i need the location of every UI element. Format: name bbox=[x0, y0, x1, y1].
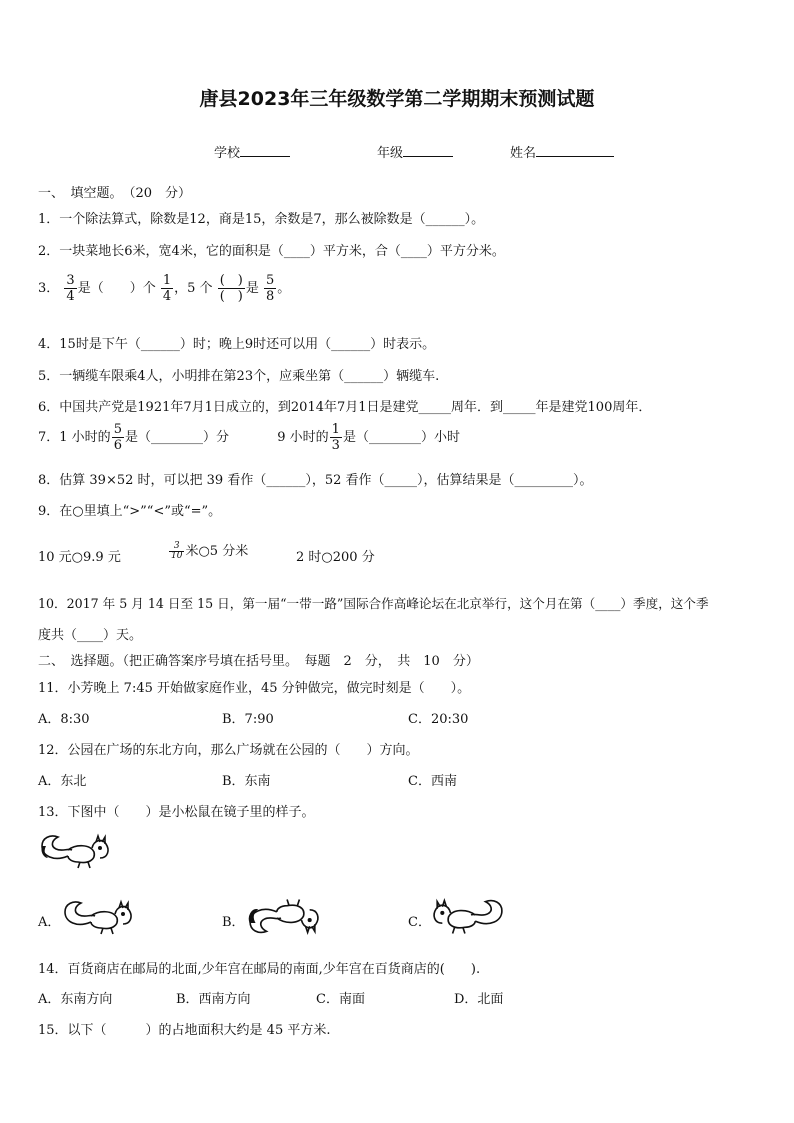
school-field bbox=[214, 142, 290, 161]
question-2: 2．一块菜地长6米，宽4米，它的面积是（____）平方米，合（____）平方分米。 bbox=[38, 244, 505, 259]
section-2-heading: 二、 选择题。（把正确答案序号填在括号里。 每题 2 分， 共 10 分） bbox=[38, 654, 479, 669]
question-7 bbox=[38, 422, 460, 453]
q12-option-c: C．西南 bbox=[408, 774, 457, 789]
q7-text-b: 是（________）分 bbox=[124, 430, 229, 445]
q3-f2-numerator: 1 bbox=[162, 273, 172, 288]
q3-fraction-4 bbox=[264, 273, 276, 304]
q3-f4-numerator: 5 bbox=[266, 273, 275, 288]
squirrel-reference-image bbox=[38, 832, 112, 870]
question-8: 8．估算 39×52 时，可以把 39 看作（______），52 看作（_____），估算结果是（_________）。 bbox=[38, 473, 593, 488]
question-12: 12．公园在广场的东北方向，那么广场就在公园的（ ）方向。 bbox=[38, 743, 419, 758]
q13-option-a-squirrel-image bbox=[60, 898, 136, 936]
question-15: 15．以下（ ）的占地面积大约是 45 平方米. bbox=[38, 1023, 331, 1038]
school-label: 学校 bbox=[214, 146, 241, 161]
q3-f3-denominator: ( ) bbox=[219, 289, 243, 304]
q9-fraction bbox=[169, 542, 184, 561]
question-13: 13．下图中（ ）是小松鼠在镜子里的样子。 bbox=[38, 805, 315, 820]
q3-fraction-3 bbox=[218, 273, 245, 304]
q7-f1-denominator: 6 bbox=[113, 438, 122, 453]
grade-label: 年级 bbox=[377, 146, 404, 161]
q11-option-a: A．8:30 bbox=[38, 712, 90, 727]
q7-f2-denominator: 3 bbox=[331, 438, 340, 453]
q7-text-d: 是（________）小时 bbox=[342, 430, 460, 445]
question-5: 5．一辆缆车限乘4人，小明排在第23个，应乘坐第（______）辆缆车. bbox=[38, 369, 440, 384]
q9-f-denominator: 10 bbox=[171, 551, 183, 561]
q7-text-c: 9 小时的 bbox=[277, 430, 329, 445]
question-10-line-2: 度共（____）天。 bbox=[38, 628, 143, 643]
page-title: 唐县2023年三年级数学第二学期期末预测试题 bbox=[199, 88, 595, 110]
q14-option-b: B．西南方向 bbox=[176, 992, 251, 1007]
q9-item-a: 10 元○9.9 元 bbox=[38, 550, 121, 565]
q7-fraction-2 bbox=[330, 422, 342, 453]
q9-f-numerator: 3 bbox=[169, 542, 184, 552]
q9-item-b-text: 米○5 分米 bbox=[185, 544, 249, 559]
q7-text-a: 7．1 小时的 bbox=[38, 430, 111, 445]
q13-option-b-squirrel-image bbox=[246, 896, 322, 938]
q3-f1-denominator: 4 bbox=[66, 289, 75, 304]
q11-option-b: B．7:90 bbox=[222, 712, 274, 727]
q11-option-c: C．20:30 bbox=[408, 712, 469, 727]
q3-number: 3． bbox=[38, 281, 60, 296]
question-10-line-1: 10．2017 年 5 月 14 日至 15 日，第一届“一带一路”国际合作高峰论坛在北京举行，这个月在第（____）季度，这个季 bbox=[38, 596, 709, 611]
q3-fraction-2 bbox=[161, 273, 173, 304]
question-14: 14．百货商店在邮局的北面,少年宫在邮局的南面,少年宫在百货商店的( ). bbox=[38, 962, 481, 977]
q13-option-c-squirrel-image bbox=[430, 896, 506, 936]
q14-option-c: C．南面 bbox=[316, 992, 365, 1007]
q9-item-b bbox=[168, 540, 248, 561]
q3-text-2: ，5 个 bbox=[174, 281, 213, 296]
question-3 bbox=[38, 273, 290, 304]
name-label: 姓名 bbox=[510, 146, 537, 161]
q12-option-b: B．东南 bbox=[222, 774, 271, 789]
q3-text-1: 是（ ）个 bbox=[77, 281, 156, 296]
q13-option-a-label: A． bbox=[38, 915, 61, 930]
q3-text-4: 。 bbox=[277, 281, 291, 296]
q3-text-3: 是 bbox=[245, 281, 259, 296]
q7-fraction-1 bbox=[112, 422, 124, 453]
grade-field bbox=[377, 142, 453, 161]
question-1: 1．一个除法算式，除数是12，商是15，余数是7，那么被除数是（______）。 bbox=[38, 212, 485, 227]
q14-option-d: D．北面 bbox=[454, 992, 504, 1007]
question-6: 6．中国共产党是1921年7月1日成立的，到2014年7月1日是建党_____周年．到_____年是建党100周年． bbox=[38, 400, 652, 415]
q13-option-c-label: C． bbox=[408, 915, 431, 930]
q3-f1-numerator: 3 bbox=[66, 273, 75, 288]
section-1-heading: 一、 填空题。 （20 分） bbox=[38, 186, 192, 201]
question-4: 4．15时是下午（______）时；晚上9时还可以用（______）时表示。 bbox=[38, 337, 436, 352]
q9-item-c: 2 时○200 分 bbox=[296, 550, 375, 565]
q13-option-b-label: B． bbox=[222, 915, 245, 930]
q7-f1-numerator: 5 bbox=[113, 422, 122, 437]
q14-option-a: A．东南方向 bbox=[38, 992, 113, 1007]
q3-f2-denominator: 4 bbox=[162, 289, 172, 304]
q12-option-a: A．东北 bbox=[38, 774, 87, 789]
q3-f4-denominator: 8 bbox=[266, 289, 275, 304]
question-11: 11．小芳晚上 7:45 开始做家庭作业，45 分钟做完，做完时刻是（ ）。 bbox=[38, 681, 471, 696]
name-field bbox=[510, 142, 614, 161]
q3-fraction-1 bbox=[64, 273, 76, 304]
q3-f3-numerator: ( ) bbox=[219, 273, 243, 288]
q7-f2-numerator: 1 bbox=[331, 422, 340, 437]
question-9: 9．在○里填上“>”“<”或“=”。 bbox=[38, 504, 222, 519]
